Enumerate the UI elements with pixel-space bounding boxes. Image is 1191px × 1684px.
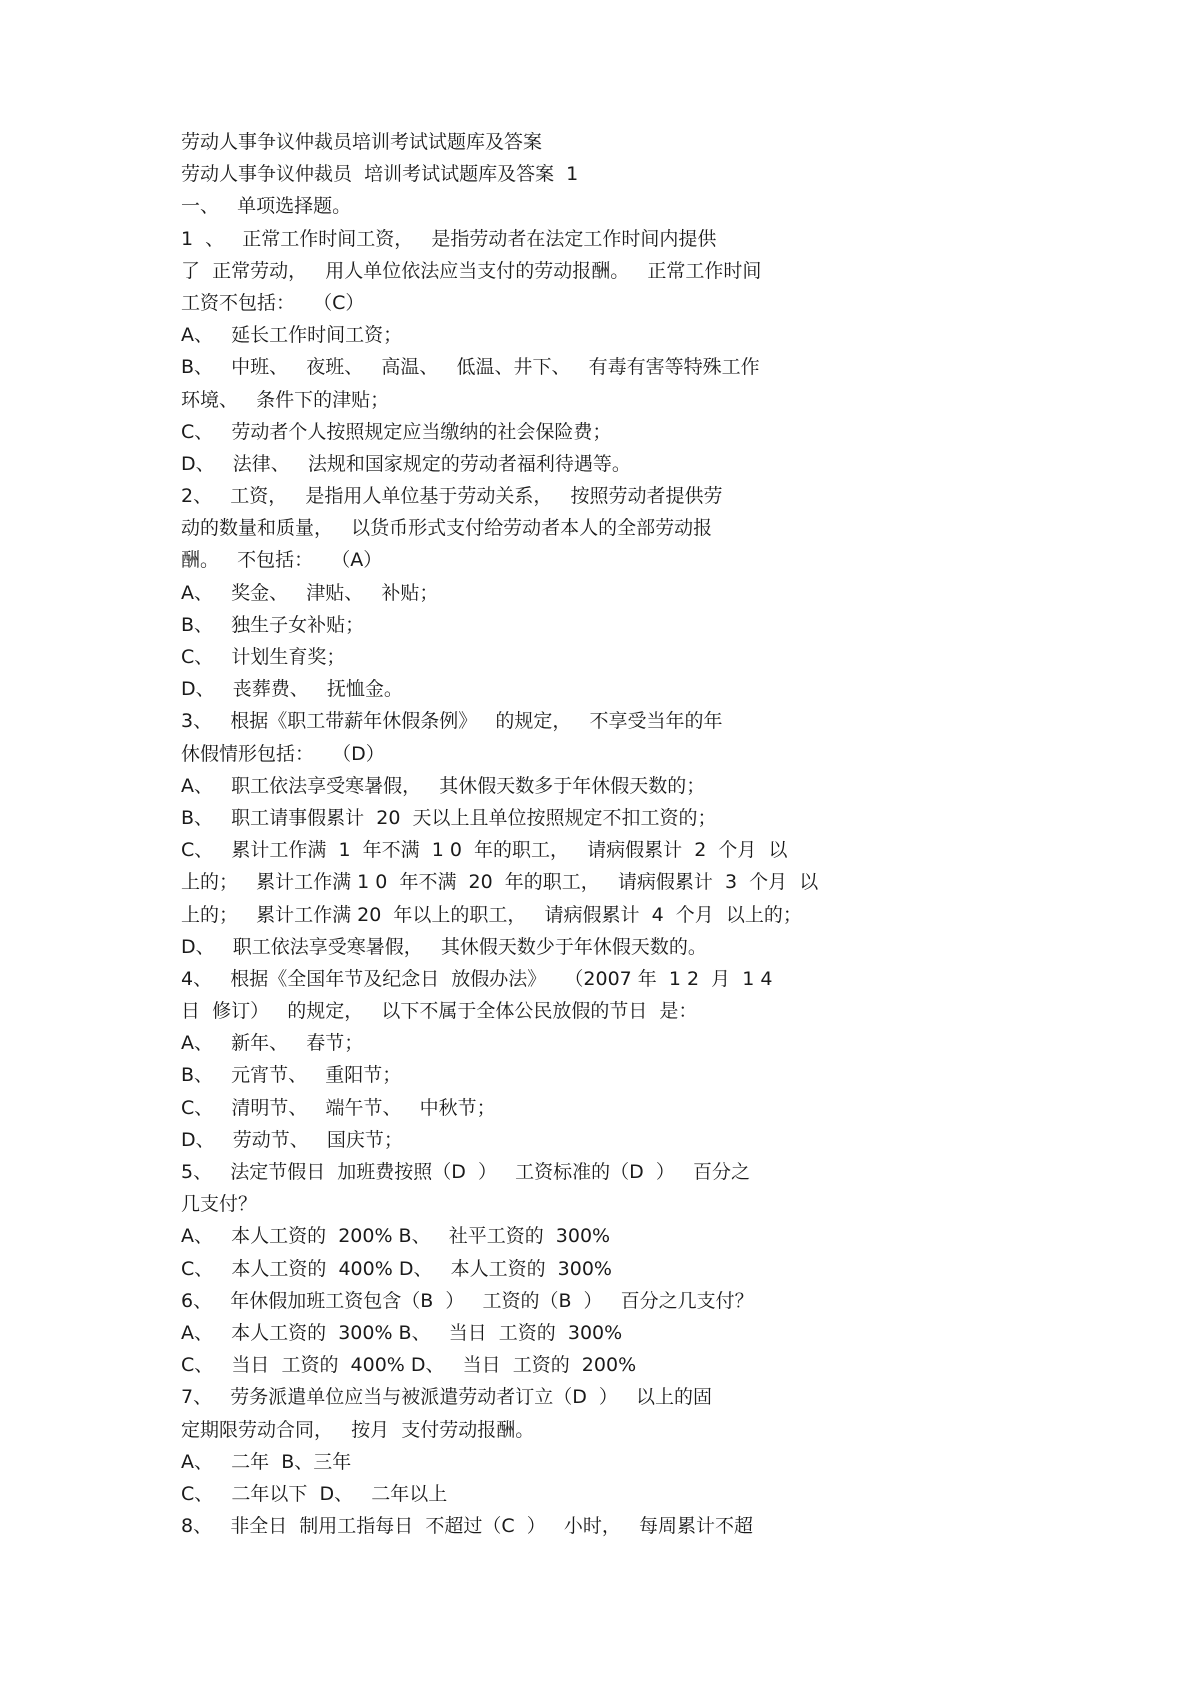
text-line: 工资不包括： （C）: [181, 291, 365, 314]
text-line: A、 本人工资的 200% B、 社平工资的 300%: [181, 1225, 611, 1248]
text-line: C、 本人工资的 400% D、 本人工资的 300%: [181, 1257, 612, 1280]
text-line: 日 修订） 的规定， 以下不属于全体公民放假的节日 是：: [181, 1000, 698, 1023]
text-line: 4、 根据《全国年节及纪念日 放假办法》 （2007 年 1 2 月 1 4: [181, 967, 773, 990]
text-line: 8、 非全日 制用工指每日 不超过（C ） 小时， 每周累计不超: [181, 1515, 753, 1538]
text-line: 了 正常劳动， 用人单位依法应当支付的劳动报酬。 正常工作时间: [181, 259, 762, 282]
text-line: A、 新年、 春节；: [181, 1032, 364, 1055]
text-line: 定期限劳动合同， 按月 支付劳动报酬。: [181, 1418, 535, 1441]
text-line: 5、 法定节假日 加班费按照（D ） 工资标准的（D ） 百分之: [181, 1161, 750, 1183]
text-line: C、 清明节、 端午节、 中秋节；: [181, 1096, 496, 1119]
text-line: D、 劳动节、 国庆节；: [181, 1128, 403, 1151]
text-line: 6、 年休假加班工资包含（B ） 工资的（B ） 百分之几支付？: [181, 1289, 754, 1312]
text-line: A、 二年 B、三年: [181, 1450, 352, 1473]
text-line: C、 计划生育奖；: [181, 646, 346, 668]
text-line: 动的数量和质量， 以货币形式支付给劳动者本人的全部劳动报: [181, 517, 713, 540]
text-line: A、 本人工资的 300% B、 当日 工资的 300%: [181, 1321, 623, 1344]
text-line: C、 二年以下 D、 二年以上: [181, 1482, 448, 1505]
document-body: [181, 126, 1081, 1542]
text-line: 1 、 正常工作时间工资， 是指劳动者在法定工作时间内提供: [181, 227, 717, 250]
text-line: 一、 单项选择题。: [181, 195, 352, 218]
text-line: A、 延长工作时间工资；: [181, 324, 403, 347]
text-line: 上的； 累计工作满 1 0 年不满 20 年的职工， 请病假累计 3 个月 以: [181, 871, 819, 894]
text-line: B、 元宵节、 重阳节；: [181, 1064, 402, 1087]
text-line: C、 当日 工资的 400% D、 当日 工资的 200%: [181, 1354, 637, 1377]
text-line: D、 法律、 法规和国家规定的劳动者福利待遇等。: [181, 452, 631, 475]
text-line: 环境、 条件下的津贴；: [181, 388, 390, 411]
text-line: 几支付？: [181, 1193, 258, 1216]
text-line: 3、 根据《职工带薪年休假条例》 的规定， 不享受当年的年: [181, 710, 723, 733]
text-line: C、 累计工作满 1 年不满 1 0 年的职工， 请病假累计 2 个月 以: [181, 839, 788, 862]
text-line: D、 丧葬费、 抚恤金。: [181, 678, 403, 701]
text-line: 休假情形包括： （D）: [181, 742, 385, 765]
document-subtitle: 劳动人事争议仲裁员 培训考试试题库及答案 1: [181, 163, 579, 186]
text-line: B、 职工请事假累计 20 天以上且单位按照规定不扣工资的；: [181, 806, 717, 829]
text-line: 酬。 不包括： （A）: [181, 549, 383, 572]
text-line: D、 职工依法享受寒暑假， 其休假天数少于年休假天数的。: [181, 935, 707, 958]
text-line: B、 独生子女补贴；: [181, 613, 365, 636]
text-line: 2、 工资， 是指用人单位基于劳动关系， 按照劳动者提供劳: [181, 485, 723, 508]
text-line: B、 中班、 夜班、 高温、 低温、井下、 有毒有害等特殊工作: [181, 356, 760, 379]
text-line: 7、 劳务派遣单位应当与被派遣劳动者订立（D ） 以上的固: [181, 1386, 713, 1409]
text-line: 上的； 累计工作满 20 年以上的职工， 请病假累计 4 个月 以上的；: [181, 903, 802, 926]
text-line: A、 奖金、 津贴、 补贴；: [181, 581, 439, 604]
text-line: A、 职工依法享受寒暑假， 其休假天数多于年休假天数的；: [181, 774, 706, 797]
text-line: C、 劳动者个人按照规定应当缴纳的社会保险费；: [181, 420, 612, 443]
document-title: 劳动人事争议仲裁员培训考试试题库及答案: [181, 131, 543, 153]
